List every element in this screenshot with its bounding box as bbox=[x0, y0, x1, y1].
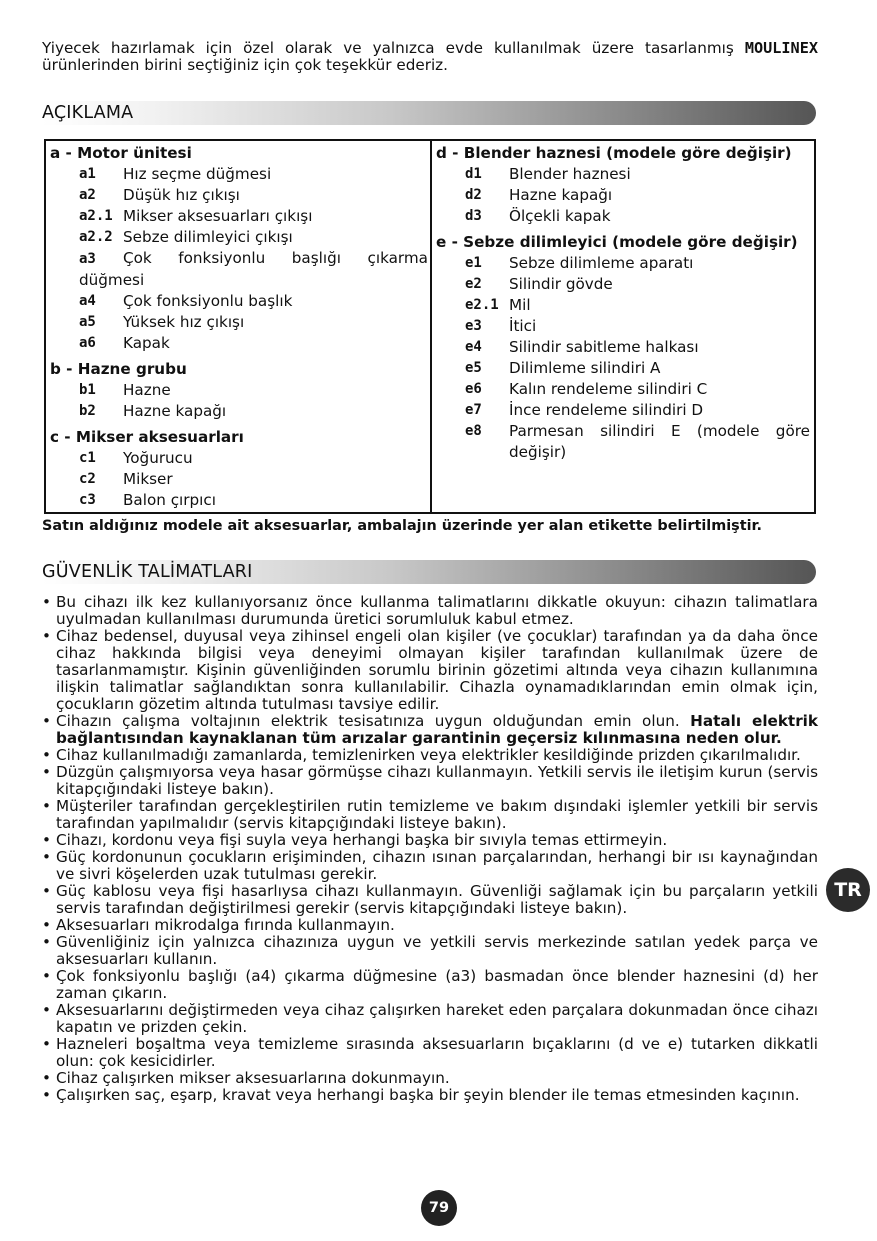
parts-item-code: e4 bbox=[465, 339, 482, 355]
parts-item bbox=[50, 490, 428, 511]
parts-item-label: Yüksek hız çıkışı bbox=[123, 313, 245, 331]
parts-item bbox=[436, 253, 810, 274]
safety-text: Müşteriler tarafından gerçekleştirilen rutin temizleme ve bakım dışındaki işlemler yetkili bir servis tarafından yapılmalıdır (servis kitapçığındaki listeye bakın). bbox=[56, 797, 818, 832]
intro-text-after: ürünlerinden birini seçtiğiniz için çok teşekkür ederiz. bbox=[42, 56, 448, 74]
parts-item bbox=[436, 295, 810, 316]
safety-text: Cihaz kullanılmadığı zamanlarda, temizlenirken veya elektrikler kesildiğinde prizden çıkarılmalıdır. bbox=[56, 746, 801, 764]
safety-text: Çok fonksiyonlu başlığı (a4) çıkarma düğmesine (a3) basmadan önce blender haznesini (d) her zaman çıkarın. bbox=[56, 967, 818, 1002]
parts-item-code: e2 bbox=[465, 276, 482, 292]
parts-item-code: d2 bbox=[465, 187, 482, 203]
parts-item-code: b1 bbox=[79, 382, 96, 398]
parts-item-code: e5 bbox=[465, 360, 482, 376]
parts-item-label: Sebze dilimleyici çıkışı bbox=[123, 228, 293, 246]
parts-item-label: Hazne kapağı bbox=[509, 186, 613, 204]
safety-text: Çalışırken saç, eşarp, kravat veya herhangi başka bir şeyin blender ile temas etmesinden kaçının. bbox=[56, 1086, 800, 1104]
safety-instruction bbox=[42, 798, 818, 832]
safety-instruction bbox=[42, 1002, 818, 1036]
bullet-icon: • bbox=[42, 746, 51, 764]
parts-item bbox=[436, 206, 810, 227]
parts-item-code: c2 bbox=[79, 471, 96, 487]
parts-item-label: Mil bbox=[509, 296, 531, 314]
parts-item-code: e7 bbox=[465, 402, 482, 418]
parts-item-label: Hız seçme düğmesi bbox=[123, 165, 272, 183]
safety-instruction bbox=[42, 628, 818, 713]
accessories-note: Satın aldığınız modele ait aksesuarlar, ambalajın üzerinde yer alan etikette belirtilmiştir. bbox=[42, 518, 763, 534]
parts-item-label: Balon çırpıcı bbox=[123, 491, 216, 509]
bullet-icon: • bbox=[42, 1035, 51, 1053]
parts-item bbox=[436, 379, 810, 400]
intro-paragraph bbox=[42, 40, 818, 74]
parts-item-label: Kalın rendeleme silindiri C bbox=[509, 380, 708, 398]
bullet-icon: • bbox=[42, 627, 51, 645]
safety-text: Güç kordonunun çocukların erişiminden, cihazın ısınan parçalarından, herhangi bir ısı kaynağından ve sivri köşelerden uzak tutulması gerekir. bbox=[56, 848, 818, 883]
parts-item-code: a2 bbox=[79, 187, 96, 203]
parts-item-code: e3 bbox=[465, 318, 482, 334]
parts-item bbox=[436, 337, 810, 358]
parts-item-label: Çok fonksiyonlu başlık bbox=[123, 292, 293, 310]
safety-section-bar bbox=[42, 560, 816, 584]
parts-item-label: Yoğurucu bbox=[123, 449, 193, 467]
parts-item bbox=[50, 448, 428, 469]
parts-item bbox=[50, 380, 428, 401]
parts-item-label: İnce rendeleme silindiri D bbox=[509, 401, 704, 419]
parts-item bbox=[50, 312, 428, 333]
parts-item-code: a2.1 bbox=[79, 208, 113, 224]
parts-item bbox=[436, 400, 810, 421]
safety-title: GÜVENLİK TALİMATLARI bbox=[42, 562, 253, 582]
bullet-icon: • bbox=[42, 763, 51, 781]
bullet-icon: • bbox=[42, 797, 51, 815]
parts-item-label: Hazne bbox=[123, 381, 171, 399]
safety-instruction bbox=[42, 713, 818, 747]
safety-instruction bbox=[42, 1087, 818, 1104]
parts-item bbox=[436, 274, 810, 295]
brand-name: MOULINEX bbox=[744, 39, 818, 57]
parts-group-title: c - Mikser aksesuarları bbox=[50, 428, 244, 446]
parts-item-code: d1 bbox=[465, 166, 482, 182]
safety-instruction bbox=[42, 1070, 818, 1087]
parts-item bbox=[436, 164, 810, 185]
parts-column-right bbox=[432, 141, 814, 512]
parts-item-label: Blender haznesi bbox=[509, 165, 631, 183]
parts-group bbox=[50, 427, 428, 511]
bullet-icon: • bbox=[42, 882, 51, 900]
page-number: 79 bbox=[421, 1190, 457, 1226]
parts-item-code: a1 bbox=[79, 166, 96, 182]
parts-column-left bbox=[46, 141, 432, 512]
safety-instructions-list bbox=[42, 594, 818, 1104]
safety-text: Cihaz bedensel, duyusal veya zihinsel engeli olan kişiler (ve çocuklar) tarafından ya da daha önce cihaz hakkında bilgisi veya deneyimi olmayan kişiler tarafından kullanılmak üzere de tasarlanmamıştır. Kişinin güvenliğinden sorumlu birinin gözetimi altında veya cihazın kullanımına ilişkin talimatlar sağlandıktan sonra kullanılabilir. Cihazla oynamadıklarından emin olmak için, çocukların gözetim altında tutulması tavsiye edilir. bbox=[56, 627, 818, 713]
parts-item-label: İtici bbox=[509, 317, 537, 335]
parts-item bbox=[436, 316, 810, 337]
parts-item-label: Çok fonksiyonlu başlığı çıkarma düğmesi bbox=[79, 249, 428, 289]
bullet-icon: • bbox=[42, 967, 51, 985]
safety-text: Cihaz çalışırken mikser aksesuarlarına dokunmayın. bbox=[56, 1069, 450, 1087]
bullet-icon: • bbox=[42, 848, 51, 866]
safety-text-bold: Hatalı elektrik bağlantısından kaynaklanan tüm arızalar garantinin geçersiz kılınmasına neden olur. bbox=[56, 712, 818, 747]
safety-text: Cihazı, kordonu veya fişi suyla veya herhangi başka bir sıvıyla temas ettirmeyin. bbox=[56, 831, 668, 849]
parts-item-label: Sebze dilimleme aparatı bbox=[509, 254, 694, 272]
safety-text: Düzgün çalışmıyorsa veya hasar görmüşse cihazı kullanmayın. Yetkili servis ile iletişim kurun (servis kitapçığındaki listeye bakın). bbox=[56, 763, 818, 798]
parts-item-label: Ölçekli kapak bbox=[509, 207, 611, 225]
parts-item bbox=[50, 164, 428, 185]
safety-text: Aksesuarları mikrodalga fırında kullanmayın. bbox=[56, 916, 395, 934]
parts-item bbox=[50, 206, 428, 227]
parts-item-label: Dilimleme silindiri A bbox=[509, 359, 661, 377]
parts-group bbox=[436, 232, 810, 463]
parts-item-code: c3 bbox=[79, 492, 96, 508]
parts-group-title: d - Blender haznesi (modele göre değişir) bbox=[436, 144, 792, 162]
parts-item-label: Silindir sabitleme halkası bbox=[509, 338, 699, 356]
parts-item bbox=[436, 358, 810, 379]
parts-item-label: Mikser aksesuarları çıkışı bbox=[123, 207, 313, 225]
parts-item-label: Düşük hız çıkışı bbox=[123, 186, 240, 204]
parts-item-code: d3 bbox=[465, 208, 482, 224]
language-badge: TR bbox=[826, 868, 870, 912]
parts-item-code: a2.2 bbox=[79, 229, 113, 245]
parts-item-code: e8 bbox=[465, 423, 482, 439]
parts-item-label: Hazne kapağı bbox=[123, 402, 227, 420]
parts-item bbox=[50, 469, 428, 490]
description-title: AÇIKLAMA bbox=[42, 103, 134, 123]
safety-instruction bbox=[42, 594, 818, 628]
parts-group bbox=[50, 359, 428, 422]
parts-item-code: a3 bbox=[79, 251, 96, 267]
safety-text: Bu cihazı ilk kez kullanıyorsanız önce kullanma talimatlarını dikkatle okuyun: cihazın talimatlara uyulmadan kullanılması durumunda üretici sorumluluk kabul etmez. bbox=[56, 593, 818, 628]
parts-group-title: a - Motor ünitesi bbox=[50, 144, 192, 162]
safety-text: Aksesuarlarını değiştirmeden veya cihaz çalışırken hareket eden parçalara dokunmadan önce cihazı kapatın ve prizden çekin. bbox=[56, 1001, 818, 1036]
parts-item bbox=[50, 248, 428, 291]
parts-item-label: Kapak bbox=[123, 334, 170, 352]
parts-group-title: b - Hazne grubu bbox=[50, 360, 187, 378]
bullet-icon: • bbox=[42, 712, 51, 730]
parts-group bbox=[50, 143, 428, 354]
safety-instruction bbox=[42, 1036, 818, 1070]
parts-item bbox=[436, 185, 810, 206]
intro-text-before: Yiyecek hazırlamak için özel olarak ve yalnızca evde kullanılmak üzere tasarlanmış bbox=[42, 39, 745, 57]
bullet-icon: • bbox=[42, 916, 51, 934]
parts-item bbox=[436, 421, 810, 463]
parts-item-code: a6 bbox=[79, 335, 96, 351]
parts-item-code: e2.1 bbox=[465, 297, 499, 313]
parts-item bbox=[50, 401, 428, 422]
parts-item-code: b2 bbox=[79, 403, 96, 419]
bullet-icon: • bbox=[42, 831, 51, 849]
safety-instruction bbox=[42, 968, 818, 1002]
safety-instruction bbox=[42, 917, 818, 934]
parts-item bbox=[50, 185, 428, 206]
description-section-bar bbox=[42, 101, 816, 125]
bullet-icon: • bbox=[42, 933, 51, 951]
parts-group bbox=[436, 143, 810, 227]
safety-instruction bbox=[42, 832, 818, 849]
safety-instruction bbox=[42, 747, 818, 764]
parts-item-code: a5 bbox=[79, 314, 96, 330]
parts-item-code: c1 bbox=[79, 450, 96, 466]
safety-text: Güç kablosu veya fişi hasarlıysa cihazı kullanmayın. Güvenliği sağlamak için bu parçaların yetkili servis tarafından değiştirilmesi gerekir (servis kitapçığındaki listeye bakın). bbox=[56, 882, 818, 917]
bullet-icon: • bbox=[42, 1069, 51, 1087]
safety-text: Cihazın çalışma voltajının elektrik tesisatınıza uygun olduğundan emin olun. bbox=[56, 712, 691, 730]
parts-item-label: Silindir gövde bbox=[509, 275, 613, 293]
parts-item-code: e6 bbox=[465, 381, 482, 397]
safety-instruction bbox=[42, 849, 818, 883]
bullet-icon: • bbox=[42, 1086, 51, 1104]
parts-item bbox=[50, 291, 428, 312]
parts-item bbox=[50, 227, 428, 248]
parts-item-code: e1 bbox=[465, 255, 482, 271]
parts-item-label: Mikser bbox=[123, 470, 173, 488]
parts-item bbox=[50, 333, 428, 354]
parts-item-label: Parmesan silindiri E (modele göre değişir) bbox=[509, 422, 810, 461]
safety-instruction bbox=[42, 934, 818, 968]
bullet-icon: • bbox=[42, 593, 51, 611]
parts-table bbox=[44, 139, 816, 514]
parts-item-code: a4 bbox=[79, 293, 96, 309]
bullet-icon: • bbox=[42, 1001, 51, 1019]
parts-group-title: e - Sebze dilimleyici (modele göre değişir) bbox=[436, 233, 798, 251]
safety-text: Hazneleri boşaltma veya temizleme sırasında aksesuarların bıçaklarını (d ve e) tutarken dikkatli olun: çok kesicidirler. bbox=[56, 1035, 818, 1070]
safety-text: Güvenliğiniz için yalnızca cihazınıza uygun ve yetkili servis merkezinde satılan yedek parça ve aksesuarları kullanın. bbox=[56, 933, 818, 968]
safety-instruction bbox=[42, 764, 818, 798]
safety-instruction bbox=[42, 883, 818, 917]
